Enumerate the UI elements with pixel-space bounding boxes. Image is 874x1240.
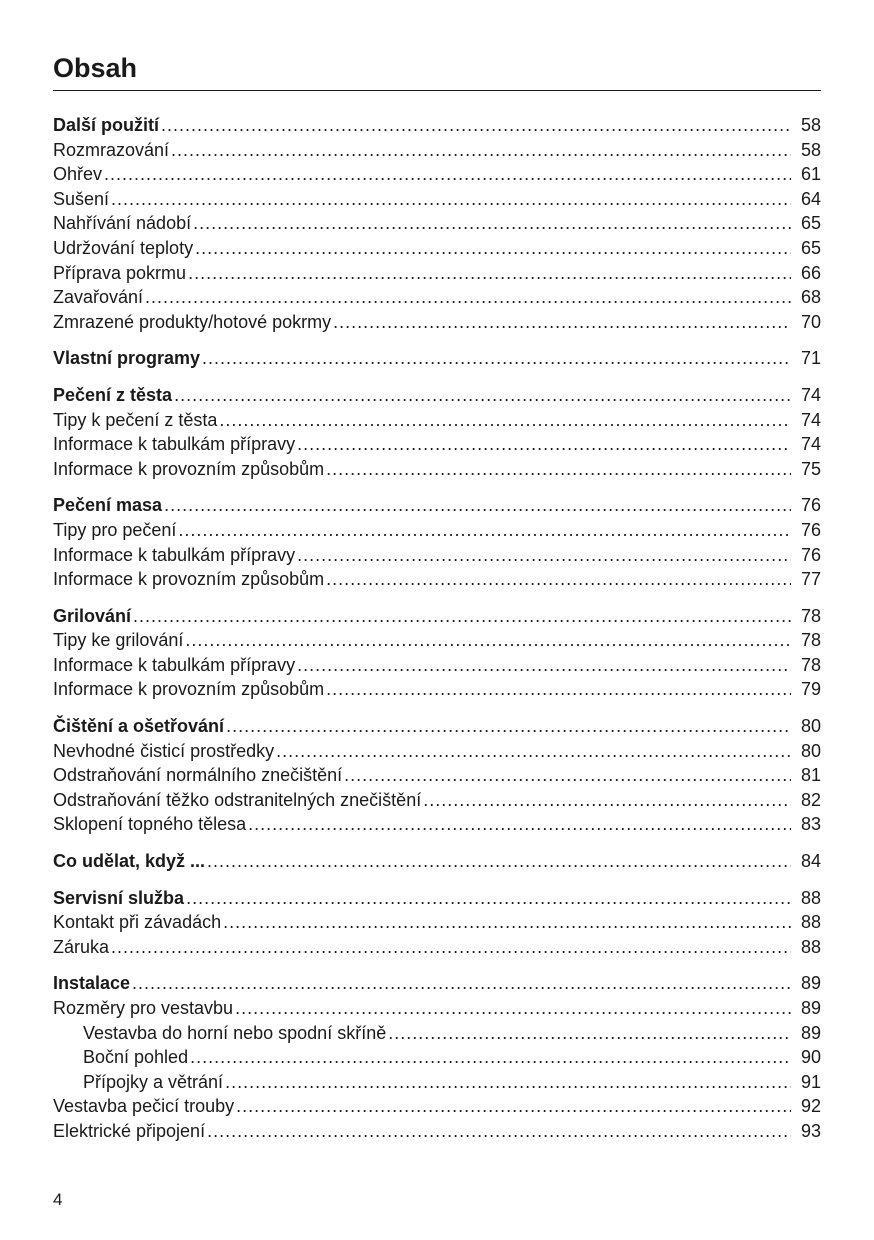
- toc-leader-dots: [185, 628, 791, 653]
- toc-entry-page: 76: [800, 519, 821, 540]
- toc-entry-page: 89: [800, 973, 821, 994]
- toc-leader-dots: [188, 261, 791, 286]
- toc-leader-dots: [223, 910, 791, 935]
- toc-entry-label: Odstraňování těžko odstranitelných znečištění: [53, 789, 422, 810]
- toc-entry[interactable]: [53, 628, 821, 653]
- title-divider: [53, 90, 821, 91]
- toc-leader-dots: [344, 763, 791, 788]
- toc-entry[interactable]: [53, 236, 821, 261]
- toc-leader-dots: [236, 1094, 791, 1119]
- toc-entry-page: 76: [800, 544, 821, 565]
- toc-entry-page: 78: [800, 630, 821, 651]
- toc-entry[interactable]: [53, 138, 821, 163]
- toc-section: [53, 886, 821, 960]
- toc-entry-label: Informace k tabulkám přípravy: [53, 654, 296, 675]
- toc-entry-label: Rozmrazování: [53, 139, 170, 160]
- toc-entry-label: Rozměry pro vestavbu: [53, 998, 234, 1018]
- toc-entry-page: 78: [800, 654, 821, 675]
- toc-entry-page: 70: [800, 311, 821, 332]
- toc-entry-label: Tipy k pečení z těsta: [53, 409, 218, 430]
- toc-leader-dots: [164, 493, 791, 518]
- toc-leader-dots: [207, 1119, 791, 1144]
- toc-leader-dots: [193, 211, 791, 236]
- toc-leader-dots: [333, 310, 791, 335]
- toc-entry-label: Udržování teploty: [53, 237, 194, 258]
- toc-entry-page: 82: [800, 789, 821, 810]
- toc-leader-dots: [111, 187, 791, 212]
- toc-leader-dots: [297, 543, 791, 568]
- toc-leader-dots: [423, 788, 791, 813]
- toc-leader-dots: [248, 812, 791, 837]
- toc-entry[interactable]: [53, 261, 821, 286]
- toc-heading-entry[interactable]: [53, 383, 821, 408]
- page-title: Obsah: [53, 53, 138, 83]
- toc-entry-label: Co udělat, když ...: [53, 851, 206, 872]
- toc-leader-dots: [186, 886, 791, 911]
- toc-entry[interactable]: [53, 432, 821, 457]
- toc-entry-label: Záruka: [53, 936, 110, 957]
- toc-entry-label: Informace k provozním způsobům: [53, 569, 325, 590]
- toc-entry-page: 68: [800, 287, 821, 308]
- toc-heading-entry[interactable]: [53, 604, 821, 629]
- toc-entry-label: Další použití: [53, 115, 160, 135]
- toc-entry-label: Informace k tabulkám přípravy: [53, 434, 296, 455]
- page-number: 4: [53, 1190, 63, 1209]
- toc-entry[interactable]: [53, 677, 821, 702]
- toc-entry-label: Zavařování: [53, 287, 144, 308]
- toc-entry[interactable]: [53, 788, 821, 813]
- toc-entry-page: 74: [800, 434, 821, 455]
- toc-leader-dots: [388, 1021, 791, 1046]
- toc-entry-label: Informace k provozním způsobům: [53, 458, 325, 479]
- toc-entry-page: 61: [800, 164, 821, 185]
- toc-entry-label: Odstraňování normálního znečištění: [53, 765, 343, 786]
- toc-entry[interactable]: [53, 996, 821, 1021]
- toc-heading-entry[interactable]: [53, 113, 821, 138]
- toc-entry-label: Tipy ke grilování: [53, 630, 184, 651]
- toc-entry-page: 58: [800, 115, 821, 135]
- toc-entry-label: Kontakt při závadách: [53, 912, 222, 933]
- toc-entry-label: Elektrické připojení: [53, 1120, 206, 1141]
- toc-entry-page: 79: [800, 679, 821, 700]
- toc-entry-page: 81: [800, 765, 821, 786]
- toc-entry-page: 76: [800, 495, 821, 516]
- toc-entry-page: 78: [800, 605, 821, 626]
- toc-entry[interactable]: [53, 763, 821, 788]
- toc-entry-label: Pečení masa: [53, 495, 163, 516]
- toc-leader-dots: [161, 113, 791, 138]
- toc-entry-page: 66: [800, 262, 821, 283]
- toc-entry[interactable]: [53, 211, 821, 236]
- toc-entry-page: 92: [800, 1096, 821, 1117]
- toc-heading-entry[interactable]: [53, 714, 821, 739]
- toc-entry-label: Servisní služba: [53, 887, 185, 908]
- toc-section: [53, 493, 821, 591]
- toc-entry[interactable]: [53, 285, 821, 310]
- toc-entry-label: Grilování: [53, 605, 132, 626]
- toc-entry-page: 71: [800, 348, 821, 369]
- toc-section: [53, 604, 821, 702]
- toc-entry[interactable]: [53, 162, 821, 187]
- toc-leader-dots: [276, 739, 791, 764]
- toc-entry[interactable]: [53, 187, 821, 212]
- toc-leader-dots: [111, 935, 791, 960]
- toc-entry-label: Instalace: [53, 973, 131, 994]
- toc-entry-label: Přípojky a větrání: [83, 1071, 224, 1092]
- toc-entry-label: Čištění a ošetřování: [53, 716, 225, 737]
- toc-entry-page: 93: [800, 1120, 821, 1141]
- toc-entry[interactable]: [53, 1094, 821, 1119]
- toc-entry-label: Sklopení topného tělesa: [53, 814, 247, 835]
- toc-entry-label: Informace k provozním způsobům: [53, 679, 325, 700]
- toc-entry-page: 80: [800, 740, 821, 761]
- toc-entry-label: Zmrazené produkty/hotové pokrmy: [53, 311, 332, 332]
- toc-leader-dots: [297, 653, 791, 678]
- toc-leader-dots: [207, 849, 791, 874]
- toc-entry[interactable]: [53, 935, 821, 960]
- toc-section: [53, 849, 821, 874]
- toc-entry-label: Vestavba do horní nebo spodní skříně: [83, 1022, 387, 1043]
- toc-leader-dots: [104, 162, 791, 187]
- toc-entry[interactable]: [53, 518, 821, 543]
- toc-entry-page: 90: [800, 1047, 821, 1068]
- toc-entry[interactable]: [53, 1119, 821, 1144]
- toc-leader-dots: [297, 432, 791, 457]
- toc-entry-label: Sušení: [53, 188, 110, 209]
- toc-entry-page: 83: [800, 814, 821, 835]
- toc-entry-page: 74: [800, 384, 821, 405]
- toc-heading-entry[interactable]: [53, 886, 821, 911]
- toc-entry-page: 65: [800, 213, 821, 234]
- toc-heading-entry[interactable]: [53, 971, 821, 996]
- toc-entry[interactable]: [53, 1021, 821, 1046]
- toc-leader-dots: [225, 1070, 791, 1095]
- toc-leader-dots: [326, 567, 791, 592]
- toc-section: [53, 113, 821, 334]
- toc-leader-dots: [219, 408, 791, 433]
- toc-leader-dots: [190, 1045, 791, 1070]
- toc-leader-dots: [174, 383, 791, 408]
- toc-entry-label: Příprava pokrmu: [53, 262, 187, 283]
- toc-entry-label: Vlastní programy: [53, 348, 201, 369]
- toc-leader-dots: [133, 604, 791, 629]
- toc-entry-page: 65: [800, 237, 821, 258]
- toc-entry-label: Nevhodné čisticí prostředky: [53, 740, 275, 761]
- toc-entry-page: 75: [800, 458, 821, 479]
- toc-section: [53, 346, 821, 371]
- toc-heading-entry[interactable]: [53, 346, 821, 371]
- toc-entry-page: 89: [800, 998, 821, 1018]
- toc-entry-page: 77: [800, 569, 821, 590]
- toc-entry[interactable]: [53, 910, 821, 935]
- toc-leader-dots: [145, 285, 791, 310]
- toc-leader-dots: [326, 457, 791, 482]
- toc-leader-dots: [178, 518, 791, 543]
- toc-leader-dots: [226, 714, 791, 739]
- toc-entry-label: Nahřívání nádobí: [53, 213, 192, 234]
- toc-leader-dots: [202, 346, 791, 371]
- toc-entry-page: 91: [800, 1071, 821, 1092]
- toc-entry[interactable]: [53, 1045, 821, 1070]
- toc-heading-entry[interactable]: [53, 493, 821, 518]
- toc-section: [53, 714, 821, 837]
- toc-entry-page: 88: [800, 887, 821, 908]
- toc-entry[interactable]: [53, 543, 821, 568]
- toc-entry[interactable]: [53, 408, 821, 433]
- toc-entry-label: Tipy pro pečení: [53, 519, 177, 540]
- toc-section: [53, 971, 821, 1143]
- toc-entry-label: Pečení z těsta: [53, 384, 173, 405]
- toc-section: [53, 383, 821, 481]
- toc-entry-page: 74: [800, 409, 821, 430]
- toc-entry-page: 64: [800, 188, 821, 209]
- toc-leader-dots: [195, 236, 791, 261]
- toc-leader-dots: [326, 677, 791, 702]
- toc-entry-label: Boční pohled: [83, 1047, 189, 1068]
- toc-entry-page: 58: [800, 139, 821, 160]
- toc-leader-dots: [171, 138, 791, 163]
- toc-entry[interactable]: [53, 653, 821, 678]
- toc-entry-page: 80: [800, 716, 821, 737]
- toc-entry[interactable]: [53, 812, 821, 837]
- toc-entry[interactable]: [53, 310, 821, 335]
- toc-entry[interactable]: [53, 1070, 821, 1095]
- toc-entry-label: Informace k tabulkám přípravy: [53, 544, 296, 565]
- toc-entry[interactable]: [53, 739, 821, 764]
- toc-entry[interactable]: [53, 567, 821, 592]
- toc-entry-page: 84: [800, 851, 821, 872]
- toc-page: [53, 50, 821, 1156]
- toc-heading-entry[interactable]: [53, 849, 821, 874]
- toc-leader-dots: [132, 971, 791, 996]
- toc-entry-page: 88: [800, 912, 821, 933]
- toc-entry-label: Vestavba pečicí trouby: [53, 1096, 235, 1117]
- toc-entry-page: 88: [800, 936, 821, 957]
- toc-leader-dots: [235, 996, 791, 1021]
- toc-entry[interactable]: [53, 457, 821, 482]
- toc-entry-label: Ohřev: [53, 164, 103, 185]
- toc-entry-page: 89: [800, 1022, 821, 1043]
- table-of-contents: [53, 113, 821, 1144]
